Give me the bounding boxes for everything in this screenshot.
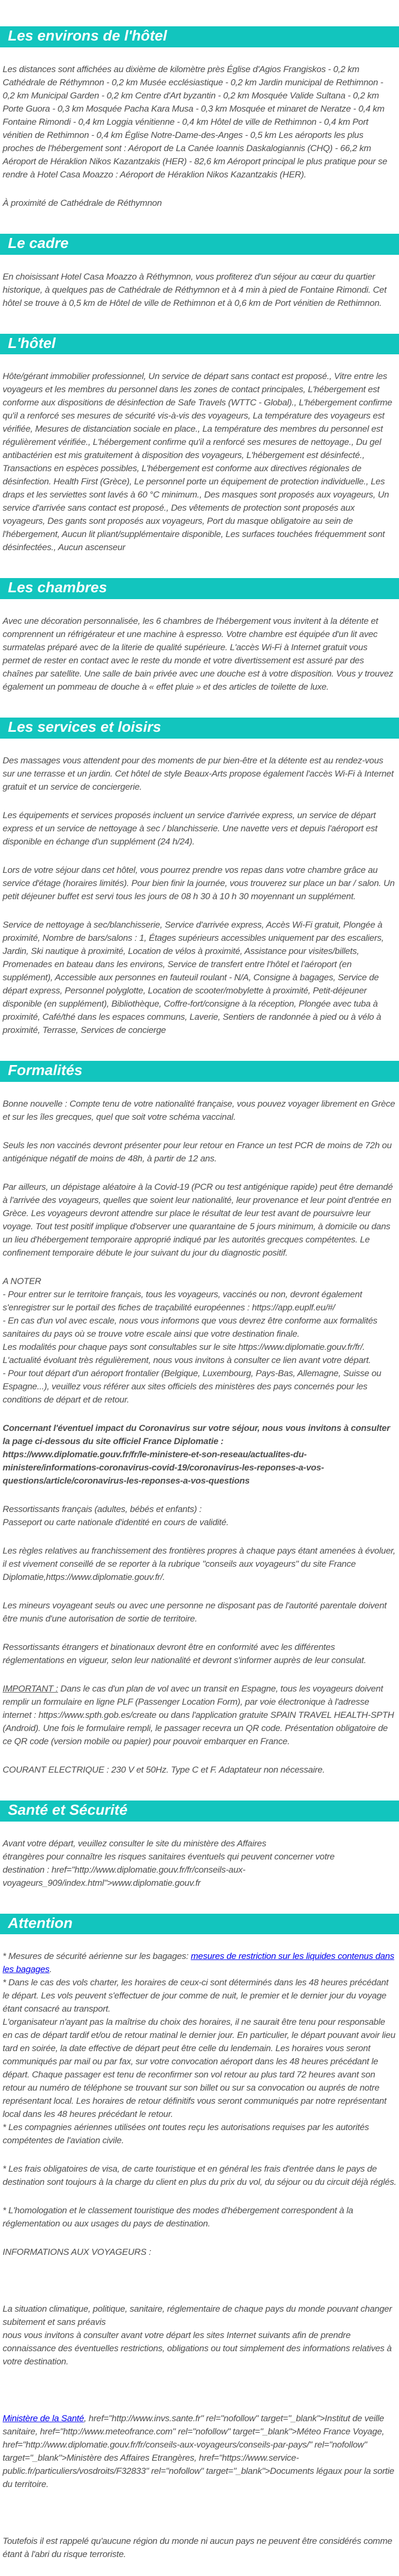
paragraph bbox=[3, 1097, 396, 1123]
underlined-text: IMPORTANT : bbox=[3, 1683, 58, 1694]
paragraph bbox=[3, 1682, 396, 1748]
section-les-services-et-loisirs bbox=[0, 718, 399, 1037]
section-header-bar bbox=[0, 26, 399, 47]
section-header-bar bbox=[0, 1061, 399, 1082]
text: Service de nettoyage à sec/blanchisserie, Service d'arrivée express, Accès Wi-Fi gratuit, Plongée à proximité, Nombre de bars/salons : 1, Étages supérieurs accessibles uniquement par des escaliers, Jardin, Ski nautique à proximité, Location de vélos à proximité, Assistance pour visites/billets, Promenades en bateau dans les environs, Service de transfert entre l'hôtel et l'aéroport (en supplément), Accessible aux personnes en fauteuil roulant - N/A, Consigne à bagages, Service de départ express, Personnel polyglotte, Location de scooter/mobylette à proximité, Petit-déjeuner disponible (en supplément), Bibliothèque, Coffre-fort/consigne à la réception, Plongée avec tuba à proximité, Café/thé dans les espaces communs, Laverie, Sentiers de randonnée à pied ou à vélo à proximité, Terrasse, Services de concierge bbox=[3, 919, 384, 1035]
section-title: Attention bbox=[8, 1914, 73, 1931]
text: À proximité de Cathédrale de Réthymnon bbox=[3, 197, 162, 208]
section-le-cadre bbox=[0, 234, 399, 310]
paragraph bbox=[3, 1421, 396, 1487]
paragraph bbox=[3, 863, 396, 903]
section-l-hotel bbox=[0, 334, 399, 554]
section-les-environs-de-l-hotel bbox=[0, 26, 399, 210]
text: Des massages vous attendent pour des moments de pur bien-être et la détente est au rendez-vous sur une terrasse et un jardin. Cet hôtel de style Beaux-Arts propose également l'accès Wi-Fi à Internet gratuit et un service de conciergerie. bbox=[3, 755, 394, 792]
text: Hôte/gérant immobilier professionnel, Un service de départ sans contact est proposé., Vitre entre les voyageurs et les membres du personnel dans les zones de contact principales, L'hébergement est conforme aux dispositions de désinfection de Safe Travels (WTTC - Global)., L'hébergement confirme qu'il a renforcé ses mesures de sécurité vis-à-vis des voyageurs, La température des voyageurs est vérifiée, Mesures de distanciation sociale en place., La température des membres du personnel est régulièrement vérifiée., L'hébergement confirme qu'il a renforcé ses mesures de nettoyage., Du gel antibactérien est mis gratuitement à disposition des voyageurs, L'hébergement est désinfecté., Transactions en espèces possibles, L'hébergement est conforme aux directives régionales de désinfection. Health First (Grèce), Le personnel porte un équipement de protection individuelle., Les draps et les serviettes sont lavés à 60 °C minimum., Des masques sont proposés aux voyageurs, Un service d'arrivée sans contact est proposé., Des vêtements de protection sont proposés aux voyageurs, Des gants sont proposés aux voyageurs, Port du masque obligatoire au sein de l'hébergement, Aucun lit pliant/supplémentaire disponible, Les surfaces touchées fréquemment sont désinfectées., Aucun ascenseur bbox=[3, 371, 392, 553]
section-header-bar bbox=[0, 1914, 399, 1935]
text: Toutefois il est rappelé qu'aucune région du monde ni aucun pays ne peuvent être considérés comme étant à l'abri du risque terroriste. bbox=[3, 2536, 393, 2560]
text: . * Dans le cas des vols charter, les horaires de ceux-ci sont déterminés dans les 48 heures précédant le départ. Les vols peuvent s'effectuer de jour comme de nuit, le premier et le dernier jour du voyage étant consacré au transport. L'organisateur n'ayant pas la maîtrise du choix des horaires, il ne saurait être tenu pour responsable en cas de départ tardif et/ou de retour matinal le dernier jour. En particulier, le départ pouvant avoir lieu tard en soirée, la date effective de départ peut être celle du lendemain. Les horaires vous seront communiqués par mail ou par fax, sur votre convocation aéroport dans les 48 heures précédant le départ. Chaque passager est tenu de reconfirmer son vol retour au plus tard 72 heures avant son retour au numéro de téléphone se trouvant sur son billet ou sur sa convocation ou auprés de notre représentant local. Les horaires de retour définitifs vous seront communiqués par notre représentant local dans les 48 heures précédant le retour. * Les compagnies aériennes utilisées ont toutes reçu les autorisations requises par les autorités compétentes de l'aviation civile. bbox=[3, 1964, 396, 2146]
text: * Mesures de sécurité aérienne sur les bagages: bbox=[3, 1951, 191, 1962]
paragraph bbox=[3, 754, 396, 793]
paragraph bbox=[3, 2412, 396, 2491]
paragraph bbox=[3, 270, 396, 310]
paragraph bbox=[3, 809, 396, 848]
text: * L'homologation et le classement touristique des modes d'hébergement correspondent à la réglementation ou aux usages du pays de destination. bbox=[3, 2205, 353, 2229]
section-header-bar bbox=[0, 1801, 399, 1822]
section-title: Les environs de l'hôtel bbox=[8, 27, 167, 44]
text: Par ailleurs, un dépistage aléatoire à la Covid-19 (PCR ou test antigénique rapide) peut être demandé à l'arrivée des voyageurs, quelles que soient leur nationalité, leur provenance et leur point d'entrée en Grèce. Les voyageurs devront attendre sur place le résultat de leur test avant de poursuivre leur voyage. Tout test positif implique d'observer une quarantaine de 5 jours minimum, à domicile ou dans un lieu d'hébergement temporaire approprié indiqué par les autorités grecques compétentes. Le confinement temporaire débute le jour suivant du jour du diagnostic positif. bbox=[3, 1181, 393, 1258]
paragraph bbox=[3, 918, 396, 1037]
paragraph bbox=[3, 2534, 396, 2561]
text: Dans le cas d'un plan de vol avec un transit en Espagne, tous les voyageurs doivent remplir un formulaire en ligne PLF (Passenger Location Form), par voie électronique à l'adresse internet : https://www.spth.gob.es/create ou dans l'application gratuite SPAIN TRAVEL HEALTH-SPTH (Android). Une fois le formulaire rempli, le passager recevra un QR code. Présentation obligatoire de ce QR code (version mobile ou papier) pour pouvoir embarquer en France. bbox=[3, 1683, 394, 1746]
text: , href="http://www.invs.sante.fr" rel="nofollow" target="_blank">Institut de veille sanitaire, href="http://www.meteofrance.com" rel="nofollow" target="_blank">Méteo France Voyage, href="http://www.diplomatie.gouv.fr/fr/conseils-aux-voyageurs/conseils-par-pays/" rel="nofollow" target="_blank">Ministère des Affaires Etrangères, href="https://www.service-public.fr/particuliers/vosdroits/F32833" rel="nofollow" target="_blank">Documents légaux pour la sortie du territoire. bbox=[3, 2413, 394, 2490]
paragraph bbox=[3, 2245, 396, 2259]
text: INFORMATIONS AUX VOYAGEURS : bbox=[3, 2247, 152, 2257]
text: Seuls les non vaccinés devront présenter pour leur retour en France un test PCR de moins de 72h ou antigénique négatif de moins de 48h, à partir de 12 ans. bbox=[3, 1140, 392, 1163]
inline-link[interactable]: mesures de restriction sur les liquides contenus dans les bagages bbox=[3, 1951, 394, 1975]
section-formalites bbox=[0, 1061, 399, 1776]
paragraph bbox=[3, 2302, 396, 2368]
section-title: Les chambres bbox=[8, 579, 107, 596]
section-sante-et-securite bbox=[0, 1801, 399, 1889]
paragraph bbox=[3, 1950, 396, 2147]
text: * Les frais obligatoires de visa, de carte touristique et en général les frais d'entrée dans le pays de destination sont toujours à la charge du client en plus du prix du vol, du séjour ou du circuit déjà réglés. bbox=[3, 2164, 396, 2187]
section-title: Le cadre bbox=[8, 234, 69, 251]
paragraph bbox=[3, 63, 396, 181]
text: Bonne nouvelle : Compte tenu de votre nationalité française, vous pouvez voyager librement en Grèce et sur les îles grecques, quel que soit votre schéma vaccinal. bbox=[3, 1098, 395, 1122]
text: Lors de votre séjour dans cet hôtel, vous pourrez prendre vos repas dans votre chambre grâce au service d'étage (horaires limités). Pour bien finir la journée, vous trouverez sur place un bar / salon. Un petit déjeuner buffet est servi tous les jours de 08 h 30 à 10 h 30 moyennant un supplément. bbox=[3, 864, 395, 901]
paragraph bbox=[3, 614, 396, 693]
paragraph bbox=[3, 1503, 396, 1529]
text: COURANT ELECTRIQUE : 230 V et 50Hz. Type C et F. Adaptateur non nécessaire. bbox=[3, 1764, 325, 1775]
text: Les mineurs voyageant seuls ou avec une personne ne disposant pas de l'autorité parentale doivent être munis d'une autorisation de sortie de territoire. bbox=[3, 1600, 387, 1624]
section-title: Formalités bbox=[8, 1061, 83, 1078]
paragraph bbox=[3, 370, 396, 554]
paragraph bbox=[3, 1139, 396, 1165]
paragraph bbox=[3, 2204, 396, 2230]
sections-container bbox=[0, 26, 399, 2561]
section-title: Les services et loisirs bbox=[8, 719, 162, 735]
text: Les distances sont affichées au dixième de kilomètre près Église d'Agios Frangiskos - 0,2 km Cathédrale de Réthymnon - 0,2 km Musée ecclésiastique - 0,2 km Jardin municipal de Rethimnon - 0,2 km Municipal Garden - 0,2 km Centre d'Art byzantin - 0,2 km Mosquée Valide Sultana - 0,2 km Porte Guora - 0,3 km Mosquée Pacha Kara Musa - 0,3 km Mosquée et minaret de Neratze - 0,4 km Fontaine Rimondi - 0,4 km Loggia vénitienne - 0,4 km Hôtel de ville de Rethimnon - 0,4 km Port vénitien de Rethimnon - 0,4 km Église Notre-Dame-des-Anges - 0,5 km Les aéroports les plus proches de l'hébergement sont : Aéroport de La Canée Ioannis Daskalogiannis (CHQ) - 66,2 km Aéroport de Héraklion Nikos Kazantzakis (HER) - 82,6 km Aéroport principal le plus pratique pour se rendre à Hotel Casa Moazzo : Aéroport de Héraklion Nikos Kazantzakis (HER). bbox=[3, 64, 387, 180]
text: Avant votre départ, veuillez consulter le site du ministère des Affaires étrangères pour connaître les risques sanitaires éventuels qui peuvent concerner votre destination : href="http://www.diplomatie.gouv.fr/fr/conseils-aux-voyageurs_909/index.html">www.diplomatie.gouv.fr bbox=[3, 1838, 335, 1888]
section-header-bar bbox=[0, 234, 399, 255]
section-attention bbox=[0, 1914, 399, 2561]
text: Les règles relatives au franchissement des frontières propres à chaque pays étant amenées à évoluer, il est vivement conseillé de se reporter à la rubrique "conseils aux voyageurs" du site France Diplomatie,https://www.diplomatie.gouv.fr/. bbox=[3, 1545, 396, 1582]
text: En choisissant Hotel Casa Moazzo à Réthymnon, vous profiterez d'un séjour au cœur du quartier historique, à quelques pas de Cathédrale de Réthymnon et à 4 min à pied de Fontaine Rimondi. Cet hôtel se trouve à 0,5 km de Hôtel de ville de Rethimnon et à 0,6 km de Port vénitien de Rethimnon. bbox=[3, 271, 387, 308]
text: Les équipements et services proposés incluent un service d'arrivée express, un service de départ express et un service de nettoyage à sec / blanchisserie. Une navette vers et depuis l'aéroport est disponible en échange d'un supplément (24 h/24). bbox=[3, 810, 377, 847]
paragraph bbox=[3, 1180, 396, 1259]
paragraph bbox=[3, 1640, 396, 1667]
text: La situation climatique, politique, sanitaire, réglementaire de chaque pays du monde pouvant changer subitement et sans préavis nous vous invitons à consulter avant votre départ les sites Internet suivants afin de prendre connaissance des éventuelles restrictions, obligations ou tout simplement des informations relatives à votre destination. bbox=[3, 2304, 392, 2367]
section-les-chambres bbox=[0, 578, 399, 693]
section-title: L'hôtel bbox=[8, 334, 56, 351]
paragraph bbox=[3, 1837, 396, 1889]
inline-link[interactable]: Ministère de la Santé bbox=[3, 2413, 84, 2424]
text: Ressortissants étrangers et binationaux devront être en conformité avec les différentes réglementations en vigueur, selon leur nationalité et devront s'informer auprès de leur consulat. bbox=[3, 1642, 366, 1665]
blank-line bbox=[3, 2383, 396, 2396]
bold-text: Concernant l'éventuel impact du Coronavirus sur votre séjour, nous vous invitons à consulter la page ci-dessous du site officiel France Diplomatie : https://www.diplomatie.gouv.fr/fr/le-ministere-et-son-reseau/actualites-du-ministere/informations-coronavirus-covid-19/coronavirus-les-reponses-a-vos-questions/article/coronavirus-les-reponses-a-vos-questions bbox=[3, 1423, 390, 1486]
section-header-bar bbox=[0, 334, 399, 355]
paragraph bbox=[3, 1275, 396, 1406]
paragraph bbox=[3, 1599, 396, 1625]
section-title: Santé et Sécurité bbox=[8, 1801, 128, 1818]
section-header-bar bbox=[0, 578, 399, 599]
blank-line bbox=[3, 2506, 396, 2519]
blank-line bbox=[3, 2274, 396, 2287]
paragraph bbox=[3, 1544, 396, 1584]
text: A NOTER - Pour entrer sur le territoire français, tous les voyageurs, vaccinés ou non, devront également s'enregistrer sur le portail des fiches de traçabilité européennes : https://app.euplf.eu/#/ - En cas d'un vol avec escale, nous vous informons que vous devrez être conforme aux formalités sanitaires du pays où se trouve votre escale ainsi que votre destination finale. Les modalités pour chaque pays sont consultables sur le site https://www.diplomatie.gouv.fr/fr/. L'actualité évoluant très régulièrement, nous vous invitons à consulter ce lien avant votre départ. - Pour tout départ d'un aéroport frontalier (Belgique, Luxembourg, Pays-Bas, Allemagne, Suisse ou Espagne...), veuillez vous référer aux sites officiels des ministères des pays concernés pour les conditions de départ et de retour. bbox=[3, 1276, 382, 1405]
text: Avec une décoration personnalisée, les 6 chambres de l'hébergement vous invitent à la détente et comprennent un réfrigérateur et une machine à espresso. Votre chambre est équipée d'un lit avec surmatelas préparé avec de la literie de qualité supérieure. L'accès Wi-Fi à Internet gratuit vous permet de rester en contact avec le reste du monde et votre divertissement est assuré par des chaînes par satellite. Une salle de bain privée avec une douche est à votre disposition. Vous y trouvez également un pommeau de douche à « effet pluie » et des articles de toilette de luxe. bbox=[3, 616, 393, 692]
paragraph bbox=[3, 1763, 396, 1776]
section-header-bar bbox=[0, 718, 399, 739]
paragraph bbox=[3, 196, 396, 210]
paragraph bbox=[3, 2162, 396, 2189]
text: Ressortissants français (adultes, bébés et enfants) : Passeport ou carte nationale d'identité en cours de validité. bbox=[3, 1504, 229, 1527]
